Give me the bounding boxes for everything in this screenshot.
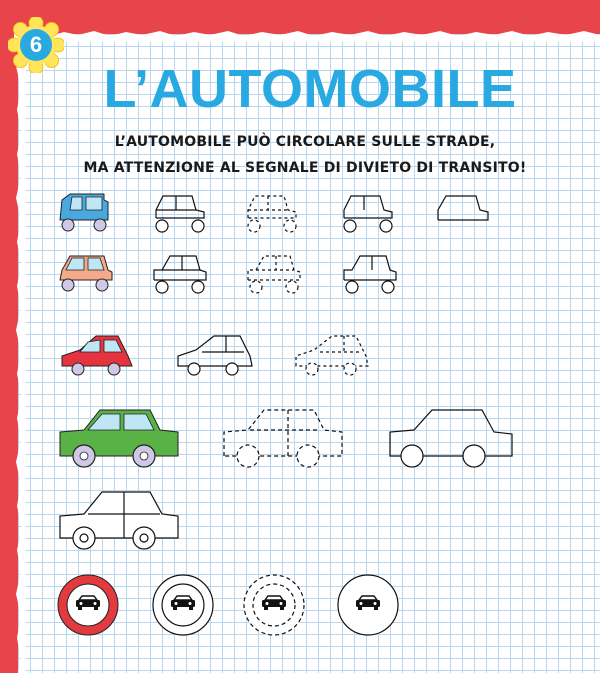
- hatchback-outline-dashed: [296, 336, 368, 375]
- no-transit-sign-colored-icon: [58, 575, 118, 635]
- green-car-model-icon: [60, 410, 178, 467]
- no-transit-sign-dashed-icon: [244, 575, 304, 635]
- sedan-to-color: [60, 492, 178, 549]
- instruction-line-1: L’AUTOMOBILE PUÒ CIRCOLARE SULLE STRADE,: [114, 134, 496, 150]
- car-outline-solid-1: [156, 196, 204, 232]
- car-outline-dashed-2: [248, 256, 300, 293]
- sedan-outline-solid: [390, 410, 512, 467]
- sedan-outline-dashed: [224, 410, 342, 467]
- car-row-4: [60, 410, 512, 467]
- instruction-line-2: MA ATTENZIONE AL SEGNALE DI DIVIETO DI TRANSITO!: [83, 160, 527, 176]
- car-outline-start-1: [438, 196, 488, 220]
- hatchback-outline-solid: [178, 336, 252, 375]
- car-row-1: [60, 194, 488, 232]
- car-row-2: [60, 256, 396, 293]
- no-transit-sign-outline-icon: [153, 575, 213, 635]
- car-outline-partial-1: [344, 196, 392, 232]
- salmon-car-model-icon: [60, 256, 112, 291]
- no-transit-sign-single-icon: [338, 575, 398, 635]
- car-outline-dashed-1: [248, 196, 296, 232]
- blue-car-model-icon: [60, 194, 108, 231]
- car-outline-solid-2: [154, 256, 206, 293]
- car-outline-partial-2: [344, 256, 396, 293]
- red-car-model-icon: [62, 336, 132, 375]
- page-title: L’AUTOMOBILE: [103, 59, 517, 119]
- car-row-3: [62, 336, 368, 375]
- page-number: 6: [29, 32, 43, 57]
